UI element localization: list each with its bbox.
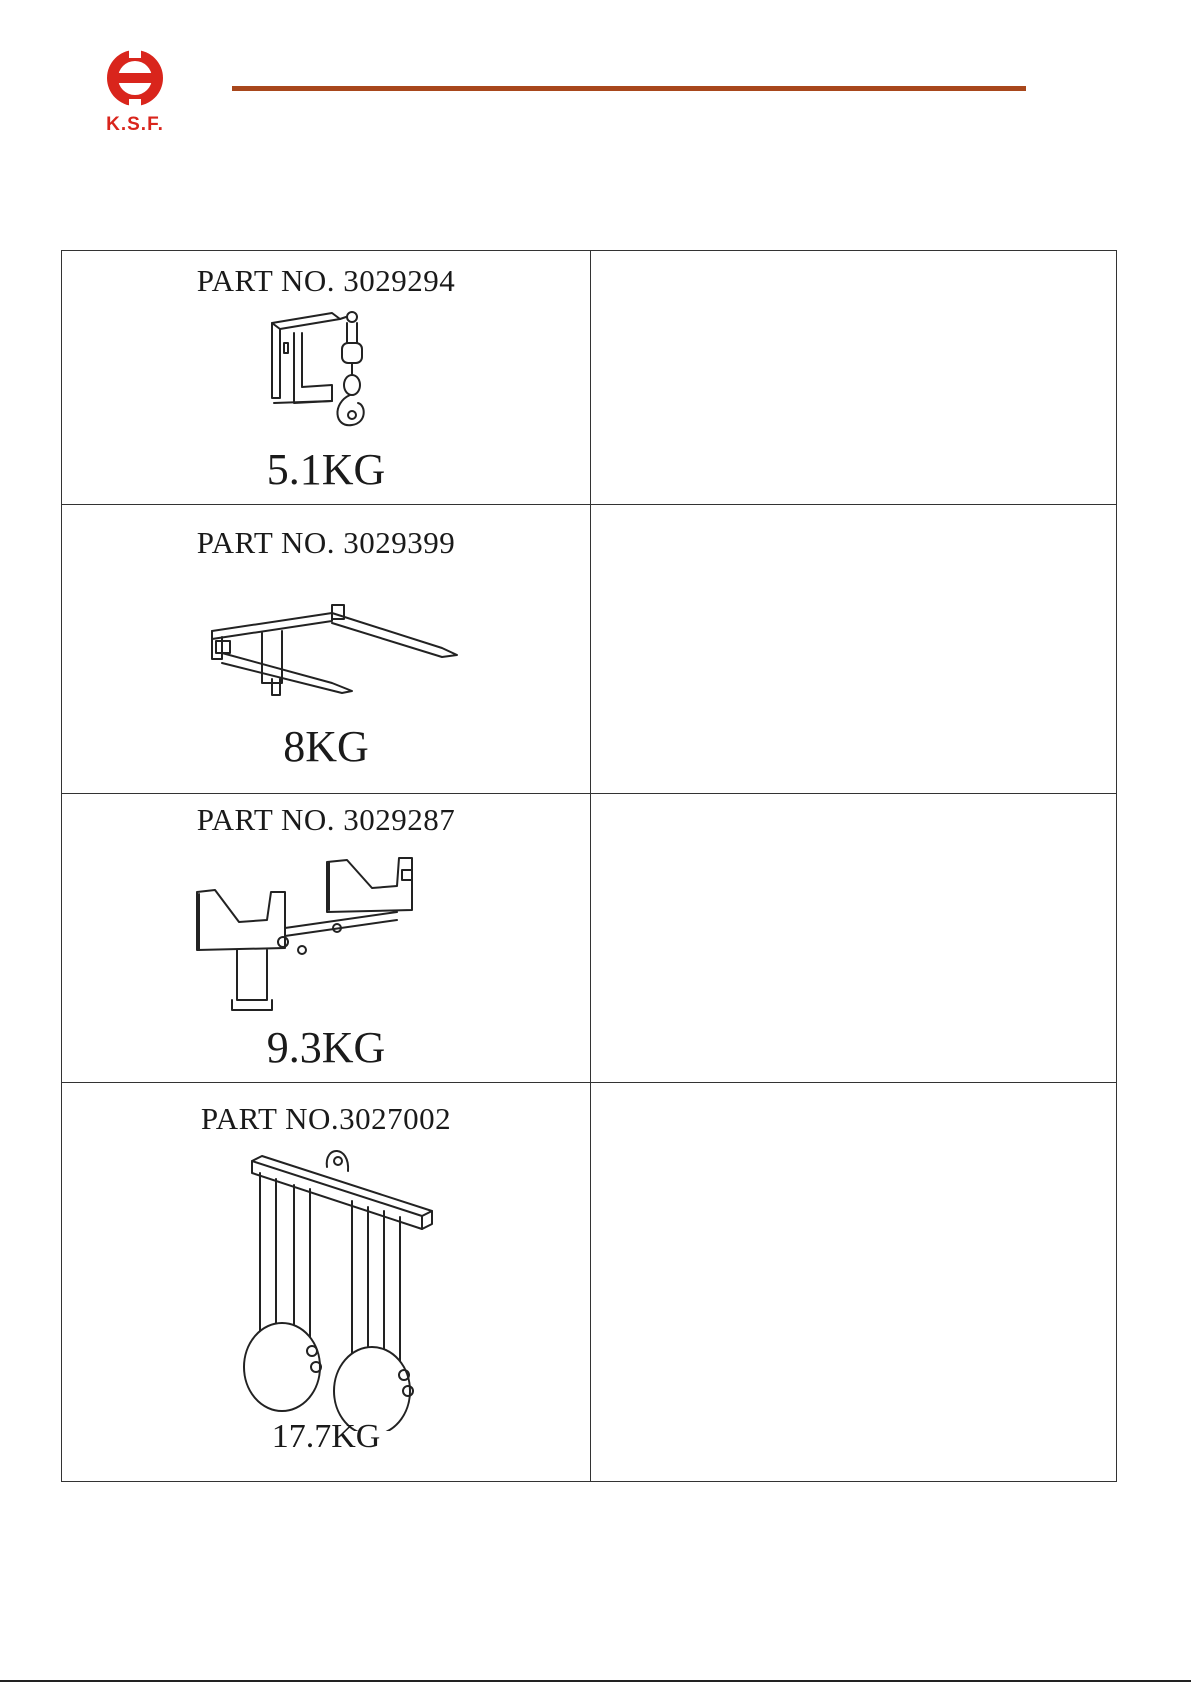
part-description-cell: [591, 794, 1117, 1083]
company-logo: [80, 44, 215, 140]
table-row: [62, 1083, 1117, 1482]
part-number: PART NO.3027002: [200, 1101, 452, 1136]
part-number: PART NO. 3029294: [196, 263, 456, 298]
part-weight: 5.1KG: [266, 445, 386, 494]
parts-table: [61, 250, 1117, 1482]
hook-jib-illustration: [262, 303, 402, 433]
part-number: PART NO. 3029399: [196, 525, 456, 560]
ksf-logo-icon: [80, 44, 190, 114]
part-weight: 8KG: [283, 722, 369, 771]
pipe-cradle-illustration: [187, 850, 487, 1020]
suction-lifter-illustration: [232, 1141, 492, 1431]
table-row: [62, 794, 1117, 1083]
part-image-cell: [62, 505, 591, 794]
part-weight: 17.7KG: [271, 1418, 381, 1455]
table-row: [62, 505, 1117, 794]
part-description-cell: [591, 505, 1117, 794]
fork-attachment-illustration: [202, 583, 472, 703]
part-number: PART NO. 3029287: [196, 802, 456, 837]
part-image-cell: [62, 251, 591, 505]
logo-text: K.S.F.: [106, 114, 164, 135]
header-rule: [232, 86, 1026, 91]
part-weight: 9.3KG: [266, 1023, 386, 1072]
part-image-cell: [62, 1083, 591, 1482]
part-image-cell: [62, 794, 591, 1083]
part-description-cell: [591, 1083, 1117, 1482]
table-row: [62, 251, 1117, 505]
part-description-cell: [591, 251, 1117, 505]
page-bottom-border: [0, 1680, 1191, 1682]
